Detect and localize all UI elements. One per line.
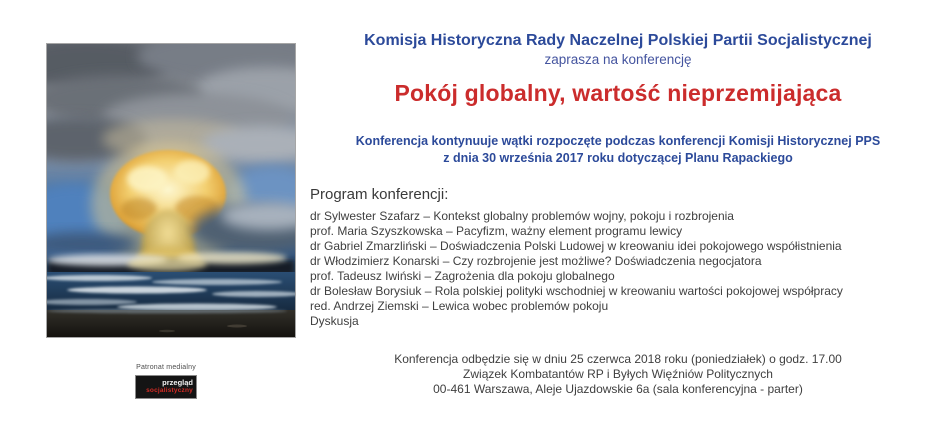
nuclear-explosion-photo [46,43,296,338]
organizer-line: Komisja Historyczna Rady Naczelnej Polskiej Partii Socjalistycznej [364,32,872,49]
program-item: dr Bolesław Borysiuk – Rola polskiej polityki wschodniej w kreowaniu wartości pokojowej współpracy [310,284,843,298]
event-details [300,352,936,397]
program-heading: Program konferencji: [310,186,449,203]
continuation-note-line2: z dnia 30 września 2017 roku dotyczącej Planu Rapackiego [443,151,793,165]
program-item: prof. Maria Szyszkowska – Pacyfizm, ważny element programu lewicy [310,224,683,238]
program-item: red. Andrzej Ziemski – Lewica wobec problemów pokoju [310,299,609,313]
logo-text-bottom: socjalistyczny [146,387,193,394]
program-item: dr Włodzimierz Konarski – Czy rozbrojenie jest możliwe? Doświadczenia negocjatora [310,254,762,268]
event-venue-line: Związek Kombatantów RP i Byłych Więźniów Politycznych [463,367,773,381]
conference-title: Pokój globalny, wartość nieprzemijająca [394,80,842,106]
event-datetime-line: Konferencja odbędzie się w dniu 25 czerwca 2018 roku (poniedziałek) o godz. 17.00 [394,352,842,366]
continuation-note-line1: Konferencja kontynuuje wątki rozpoczęte podczas konferencji Komisji Historycznej PPS [355,134,881,148]
program-item: Dyskusja [310,314,359,328]
media-patronage-label: Patronat medialny [136,364,196,371]
przeglad-socjalistyczny-logo [135,375,197,399]
program-item: dr Sylwester Szafarz – Kontekst globalny problemów wojny, pokoju i rozbrojenia [310,209,734,223]
logo-text-top: przegląd [162,378,193,387]
program-list [310,209,936,329]
invite-line: zaprasza na konferencję [544,52,692,67]
invitation-content [300,0,936,442]
nuclear-explosion-illustration [47,44,295,337]
program-item: prof. Tadeusz Iwiński – Zagrożenia dla pokoju globalnego [310,269,615,283]
event-address-line: 00-461 Warszawa, Aleje Ujazdowskie 6a (sala konferencyjna - parter) [433,382,803,396]
program-item: dr Gabriel Zmarzliński – Doświadczenia Polski Ludowej w kreowaniu idei pokojowego współistnienia [310,239,842,253]
